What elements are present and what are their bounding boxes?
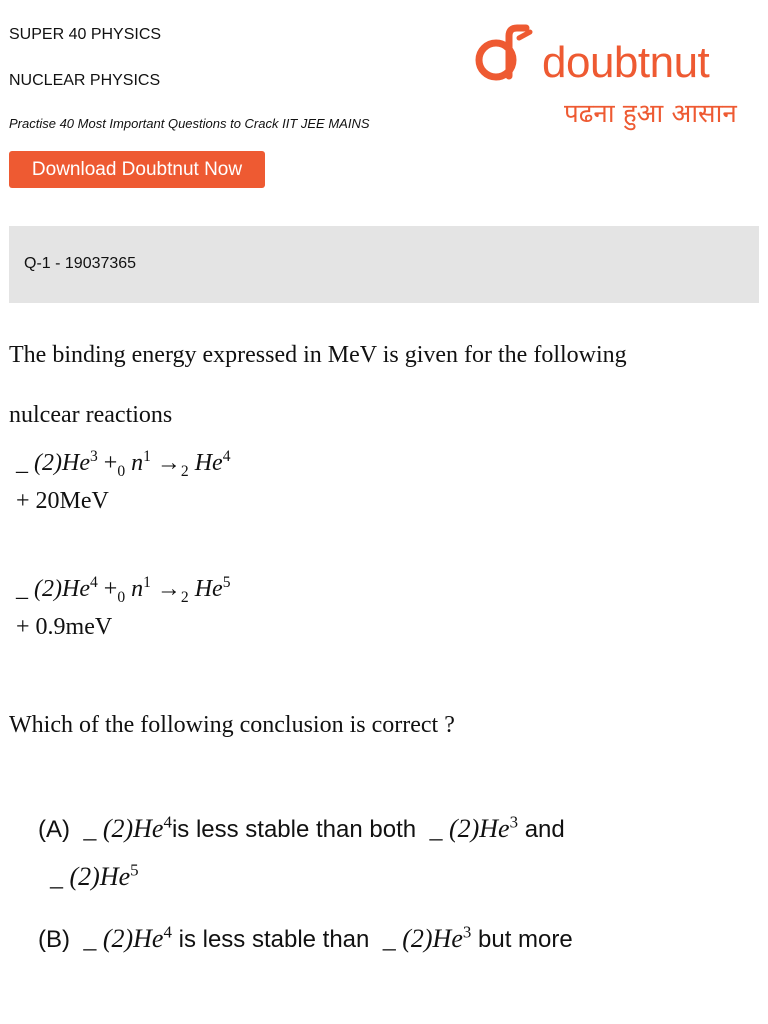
option-b-he3-sup: 3 — [462, 922, 472, 942]
option-a-he5-sup: 5 — [130, 860, 139, 880]
option-a-text1: is less stable than both — [171, 816, 417, 843]
reaction2-he5: He — [188, 576, 223, 602]
reaction2-he4: _ (2)He — [16, 576, 90, 602]
logo-tagline: पढना हुआ आसान — [564, 99, 737, 129]
option-a-continued[interactable] — [50, 862, 139, 892]
reaction2-arrow-sub: 2 — [180, 588, 189, 606]
option-a-he3: _ (2)He — [429, 814, 510, 843]
question-text-line2: nulcear reactions — [9, 402, 173, 428]
reaction-2-energy: + 0.9meV — [16, 614, 113, 640]
chapter-title: NUCLEAR PHYSICS — [9, 72, 161, 89]
reaction-1 — [16, 448, 231, 480]
course-title: SUPER 40 PHYSICS — [9, 26, 162, 43]
reaction2-he5-sup: 5 — [222, 574, 231, 591]
option-b[interactable] — [38, 924, 573, 954]
reaction2-he4-sup: 4 — [89, 574, 98, 591]
reaction1-plus-sub: 0 — [117, 462, 126, 480]
option-a-he5: _ (2)He — [50, 862, 131, 891]
question-text-line1: The binding energy expressed in MeV is given for the following — [9, 342, 627, 368]
doubtnut-logo[interactable] — [472, 24, 762, 134]
reaction2-arrow: → — [150, 576, 181, 602]
download-button[interactable]: Download Doubtnut Now — [9, 151, 265, 188]
reaction1-he3: _ (2)He — [16, 450, 90, 476]
option-b-he4: _ (2)He — [83, 924, 164, 953]
option-b-text2: but more — [478, 926, 573, 953]
subtitle: Practise 40 Most Important Questions to Crack IIT JEE MAINS — [9, 116, 370, 131]
reaction-1-energy: + 20MeV — [16, 488, 109, 514]
reaction2-neutron-sup: 1 — [143, 574, 151, 591]
reaction1-he4: He — [188, 450, 223, 476]
doubtnut-icon — [472, 24, 536, 88]
option-b-label: (B) — [38, 926, 70, 953]
reaction1-neutron-sup: 1 — [143, 448, 151, 465]
reaction1-he4-sup: 4 — [222, 448, 231, 465]
option-a-text2: and — [524, 816, 565, 843]
question-id: Q-1 - 19037365 — [24, 255, 137, 272]
option-a-label: (A) — [38, 816, 70, 843]
option-b-he3: _ (2)He — [382, 924, 463, 953]
logo-wordmark: doubtnut — [542, 38, 710, 87]
option-a-he4-sup: 4 — [163, 812, 172, 832]
reaction2-neutron: n — [125, 576, 144, 602]
option-b-text1: is less stable than — [178, 926, 370, 953]
reaction1-plus: + — [97, 450, 118, 476]
option-a[interactable] — [38, 814, 565, 844]
reaction2-plus-sub: 0 — [117, 588, 126, 606]
reaction2-plus: + — [97, 576, 118, 602]
question-id-bar — [9, 226, 759, 303]
reaction1-neutron: n — [125, 450, 144, 476]
option-a-he4: _ (2)He — [83, 814, 164, 843]
question-prompt: Which of the following conclusion is correct ? — [9, 712, 455, 738]
option-a-he3-sup: 3 — [509, 812, 519, 832]
reaction1-arrow: → — [150, 450, 181, 476]
reaction1-he3-sup: 3 — [89, 448, 98, 465]
option-b-he4-sup: 4 — [163, 922, 172, 942]
reaction1-arrow-sub: 2 — [180, 462, 189, 480]
reaction-2 — [16, 574, 231, 606]
